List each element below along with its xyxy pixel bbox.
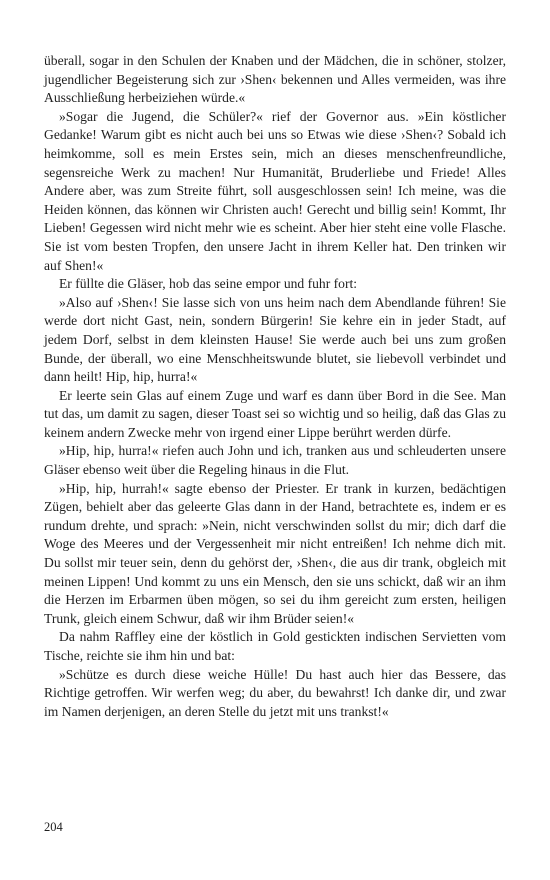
paragraph: Er leerte sein Glas auf einem Zuge und warf es dann über Bord in die See. Man tut das, um damit zu sagen, dieser Toast sei so wichtig und so heilig, daß das Glas zu keinem andern Zwecke mehr von irgend einer Lippe berührt werden dürfe. — [44, 387, 506, 440]
paragraph: »Hip, hip, hurrah!« sagte ebenso der Priester. Er trank in kurzen, bedächtigen Zügen, behielt aber das geleerte Glas dann in der Hand, betrachtete es, indem er es rundum drehte, und sprach: »Nein, nicht verschwinden sollst du mir; dich darf die Woge des Meeres und der Vergessenheit mir nicht entreißen! Ich nehme dich mit. Du sollst mir teuer sein, denn du gehörst der, ›Shen‹, die aus dir trank, obgleich mit meinen Lippen! Und kommt zu uns ein Mensch, den sie uns schickt, daß wir an ihm die Herzen im Erbarmen üben mögen, so sei du ihm gereicht zum ersten, heiligen Trunk, gleich einem Schwur, daß wir ihm Brüder seien!« — [44, 480, 506, 626]
paragraph: »Hip, hip, hurra!« riefen auch John und ich, tranken aus und schleuderten unsere Gläser ebenso weit über die Regeling hinaus in die Flut. — [44, 443, 506, 478]
paragraph: »Sogar die Jugend, die Schüler?« rief der Governor aus. »Ein köstlicher Gedanke! Warum gibt es nicht auch bei uns so Etwas wie diese ›Shen‹? Sobald ich heimkomme, soll es mein Erstes sein, mich an dieses menschenfreundliche, segensreiche Werk zu machen! Nur Humanität, Bruderliebe und Friede! Alles Andere aber, was zum Streite führt, soll ausgeschlossen sein! Ich meine, was die Heiden können, das können wir Christen auch! Gerecht und billig sein! Kommt, Ihr Lieben! Gegessen wird nicht mehr wie es scheint. Aber hier steht eine volle Flasche. Sie ist vom besten Tropfen, den unsere Jacht in ihrem Keller hat. Den trinken wir auf Shen!« — [44, 108, 506, 273]
paragraph: überall, sogar in den Schulen der Knaben und der Mädchen, die in schöner, stolzer, jugendlicher Begeisterung sich zur ›Shen‹ bekennen und Alles vermeiden, was ihre Ausschließung herbeiziehen würde.« — [44, 53, 506, 106]
page-number: 204 — [44, 820, 63, 834]
page-body — [44, 52, 506, 721]
paragraph: Da nahm Raffley eine der köstlich in Gold gestickten indischen Servietten vom Tische, reichte sie ihm hin und bat: — [44, 629, 506, 663]
paragraph: »Also auf ›Shen‹! Sie lasse sich von uns heim nach dem Abendlande führen! Sie werde dort nicht Gast, nein, sondern Bürgerin! Sie kehre ein in jeder Stadt, auf jedem Dorf, selbst in dem kleinsten Hause! Sie werde auch bei uns zum großen Bunde, der überall, wo eine Menschheitswunde blutet, sie liebevoll verbindet und dann heilt! Hip, hip, hurra!« — [44, 294, 506, 385]
paragraph: »Schütze es durch diese weiche Hülle! Du hast auch hier das Bessere, das Richtige getroffen. Wir werfen weg; du aber, du bewahrst! Ich danke dir, und zwar im Namen derjenigen, an deren Stelle du jetzt mit uns trankst!« — [44, 666, 506, 719]
paragraph: Er füllte die Gläser, hob das seine empor und fuhr fort: — [59, 276, 358, 292]
